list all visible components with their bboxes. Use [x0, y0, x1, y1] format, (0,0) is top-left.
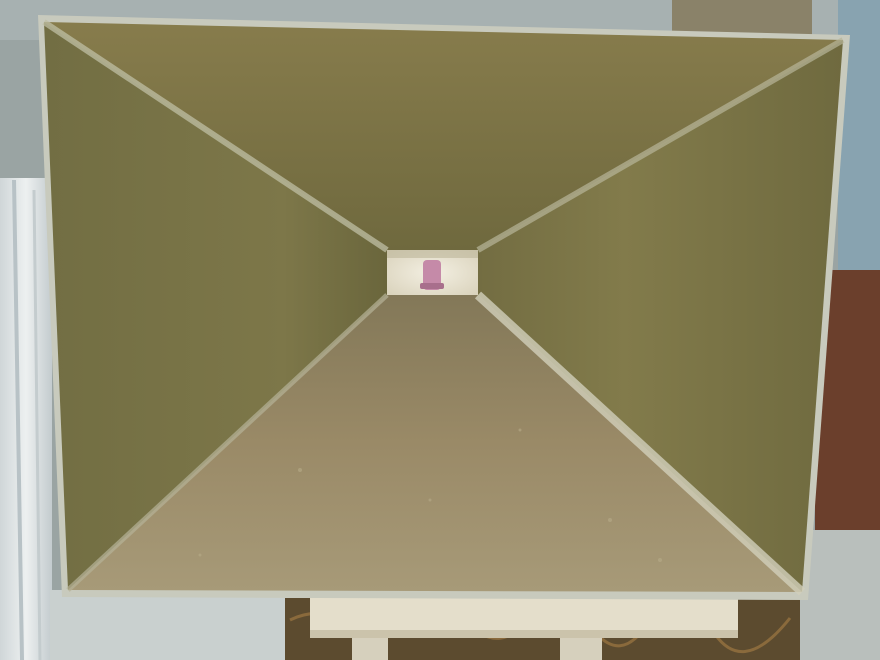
stand-leg-right	[560, 638, 602, 660]
background-floor-right	[800, 530, 880, 660]
driver-base	[420, 283, 444, 289]
throat-shadow	[387, 250, 478, 258]
background-top-right-door	[672, 0, 812, 36]
stand-leg-left	[352, 638, 388, 660]
curtain	[0, 178, 52, 660]
curtain-lower-fabric	[50, 590, 310, 660]
stand-edge	[310, 630, 738, 638]
